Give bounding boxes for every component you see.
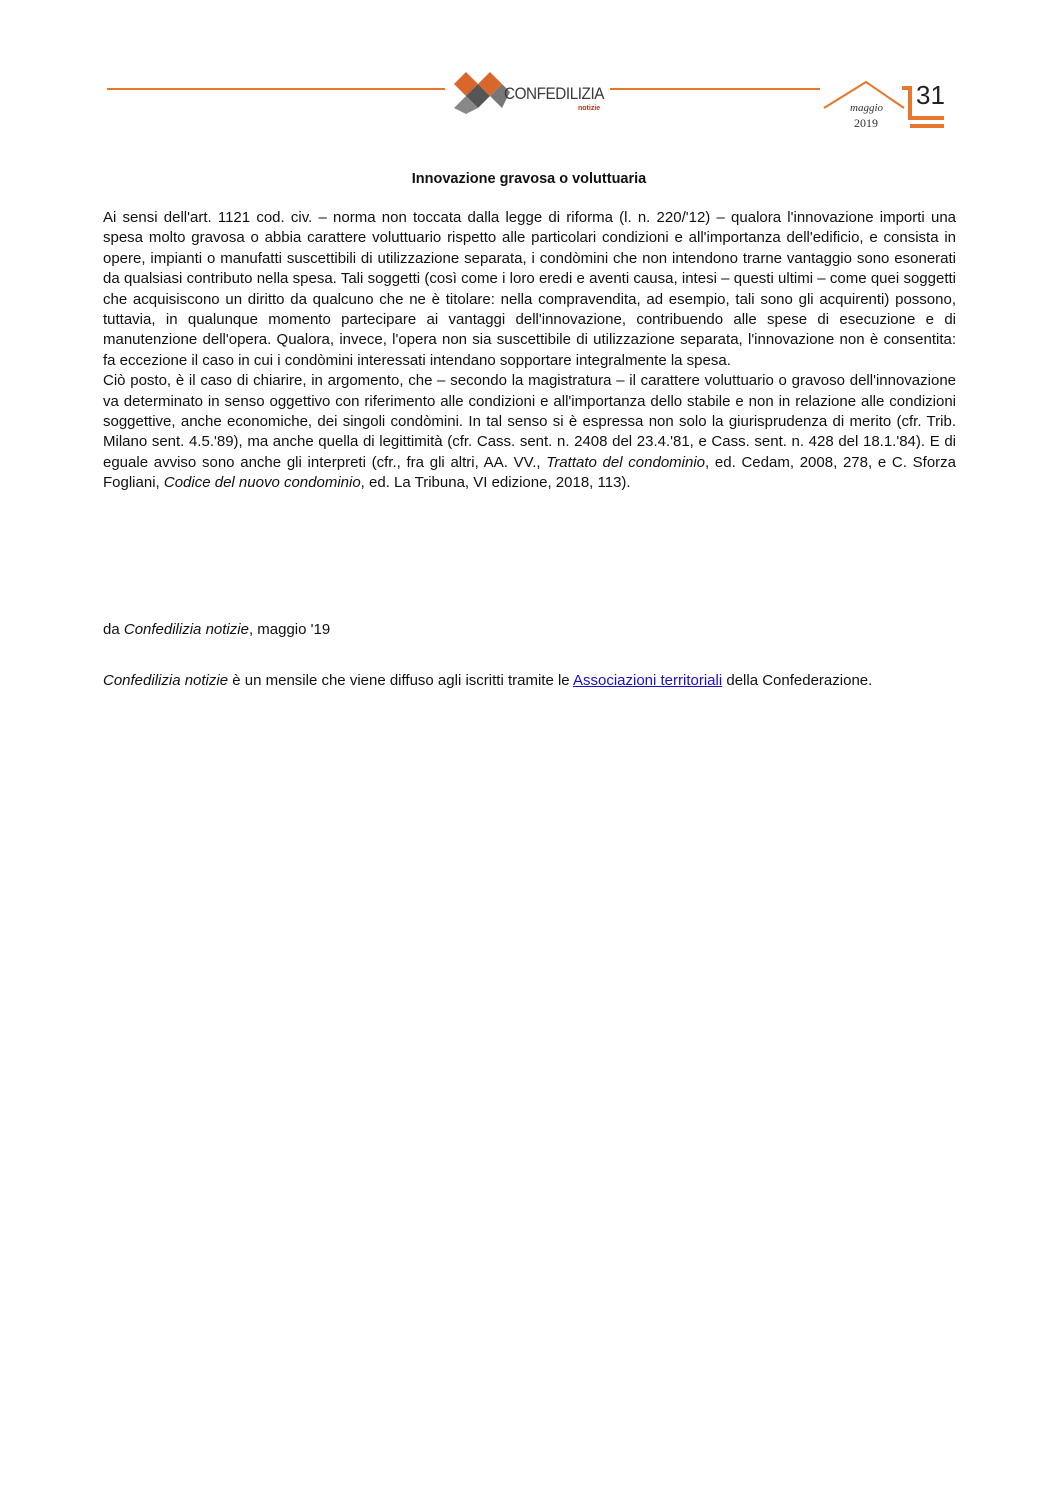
associazioni-territoriali-link[interactable]: Associazioni territoriali bbox=[572, 672, 723, 689]
article-title: Innovazione gravosa o voluttuaria bbox=[411, 171, 647, 187]
header-rule-left bbox=[107, 88, 445, 90]
p2-text-start: Ciò posto, è il caso di chiarire, in argomento, che – secondo la magistratura – il carattere voluttuario o gravoso dell'innovazione va determinato in senso oggettivo con riferimento alle condizioni e all'importanza dello stabile e non in relazione alle condizioni soggettive, anche economiche, dei singoli condòmini. In tal senso si è espressa non solo la giurisprudenza di merito (cfr. Trib. Milano sent. 4.5.'89), ma anche quella di legittimità (cfr. Cass. sent. n. 2408 del 23.4.'81, e Cass. sent. n. 428 del 18.1.'84). E di eguale avviso sono anche gli interpreti (cfr., fra gli altri, AA. VV., bbox=[103, 372, 956, 471]
article-body bbox=[103, 208, 956, 494]
note-text-after: della Confederazione. bbox=[722, 672, 873, 689]
logo-mark-icon bbox=[452, 70, 512, 114]
source-line bbox=[103, 621, 330, 638]
publication-note bbox=[103, 670, 956, 692]
confedilizia-logo bbox=[452, 70, 608, 118]
logo-subtitle: notizie bbox=[578, 105, 601, 112]
note-text-before: è un mensile che viene diffuso agli iscritti tramite le bbox=[228, 672, 573, 689]
source-prefix: da bbox=[103, 621, 124, 638]
source-suffix: , maggio '19 bbox=[248, 621, 331, 638]
issue-badge bbox=[820, 78, 950, 138]
logo-wordmark: CONFEDILIZIA bbox=[504, 84, 605, 103]
article-paragraph-1: Ai sensi dell'art. 1121 cod. civ. – norma non toccata dalla legge di riforma (l. n. 220/'12) – qualora l'innovazione importi una spesa molto gravosa o abbia carattere voluttuario rispetto alle particolari condizioni e all'importanza dell'edificio, e consista in opere, impianti o manufatti suscettibili di utilizzazione separata, i condòmini che non intendono trarne vantaggio sono esonerati da qualsiasi contributo nella spesa. Tali soggetti (così come i loro eredi e aventi causa, intesi – questi ultimi – come quei soggetti che acquisiscono un diritto da qualcuno che ne è titolare: nella compravendita, ad esempio, tali sono gli acquirenti) possono, tuttavia, in qualunque momento partecipare ai vantaggi dell'innovazione, contribuendo alle spese di esecuzione e di manutenzione dell'opera. Qualora, invece, l'opera non sia suscettibile di utilizzazione separata, l'innovazione non è consentita: fa eccezione il caso in cui i condòmini interessati intendano sopportare integralmente la spesa. bbox=[103, 209, 956, 369]
header-rule-right bbox=[610, 88, 820, 90]
p2-text-end: , ed. La Tribuna, VI edizione, 2018, 113). bbox=[360, 474, 631, 492]
issue-number: 31 bbox=[916, 80, 945, 110]
p2-book-title-2: Codice del nuovo condominio bbox=[163, 474, 361, 492]
note-publication: Confedilizia notizie bbox=[103, 672, 229, 689]
p2-book-title-1: Trattato del condominio bbox=[546, 453, 706, 471]
source-publication: Confedilizia notizie bbox=[123, 621, 249, 638]
issue-year: 2019 bbox=[854, 116, 878, 130]
p2-text-mid: , ed. Cedam, 2008, 278, e C. Sforza Fogliani, bbox=[103, 453, 957, 492]
issue-month: maggio bbox=[850, 102, 883, 114]
article-paragraph-2 bbox=[103, 371, 956, 493]
